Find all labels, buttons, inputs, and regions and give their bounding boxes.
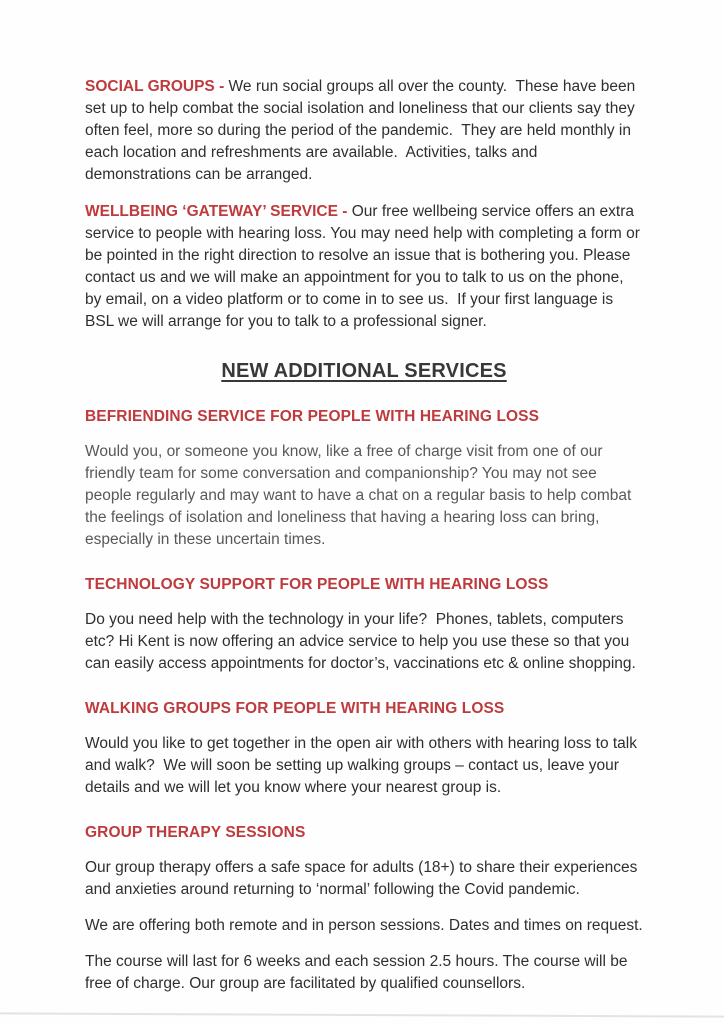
intro-paragraph-wellbeing-gateway	[85, 201, 643, 333]
walking-groups-paragraph: Would you like to get together in the open air with others with hearing loss to talk and walk? We will soon be setting up walking groups – contact us, leave your details and we will let you know where your nearest group is.	[85, 735, 642, 796]
page-title: NEW ADDITIONAL SERVICES	[221, 360, 507, 382]
befriending-service-heading: BEFRIENDING SERVICE FOR PEOPLE WITH HEARING LOSS	[85, 408, 540, 425]
technology-support-paragraph: Do you need help with the technology in your life? Phones, tablets, computers etc? Hi Kent is now offering an advice service to help you use these so that you can easily access appointments for doctor’s, vaccinations etc & online shopping.	[85, 611, 636, 672]
walking-groups-heading: WALKING GROUPS FOR PEOPLE WITH HEARING LOSS	[85, 700, 505, 717]
group-therapy-paragraph-2: We are offering both remote and in person sessions. Dates and times on request.	[85, 917, 643, 934]
document-content	[85, 76, 643, 1009]
section-befriending-service	[85, 407, 643, 551]
wellbeing-gateway-lead: WELLBEING ‘GATEWAY’ SERVICE -	[85, 203, 352, 220]
group-therapy-paragraph-3: The course will last for 6 weeks and each session 2.5 hours. The course will be free of charge. Our group are facilitated by qualified counsellors.	[85, 953, 632, 992]
wellbeing-gateway-body: Our free wellbeing service offers an extra service to people with hearing loss. You may need help with completing a form or be pointed in the right direction to resolve an issue that is bothering you. Please contact us and we will make an appointment for you to talk to us on the phone, by email, on a video platform or to come in to see us. If your first language is BSL we will arrange for you to talk to a professional signer.	[85, 203, 645, 330]
section-walking-groups	[85, 699, 643, 799]
section-group-therapy	[85, 823, 643, 995]
group-therapy-heading: GROUP THERAPY SESSIONS	[85, 824, 306, 841]
befriending-service-paragraph: Would you, or someone you know, like a free of charge visit from one of our friendly team for some conversation and companionship? You may not see people regularly and may want to have a chat on a regular basis to help combat the feelings of isolation and loneliness that having a hearing loss can bring, especially in these uncertain times.	[85, 443, 636, 548]
section-technology-support	[85, 575, 643, 675]
social-groups-lead: SOCIAL GROUPS -	[85, 78, 229, 95]
intro-paragraph-social-groups	[85, 76, 643, 186]
scan-edge-artifact	[0, 1012, 724, 1017]
social-groups-body: We run social groups all over the county. These have been set up to help combat the social isolation and loneliness that our clients say they often feel, more so during the period of the pandemic. They are held monthly in each location and refreshments are available. Activities, talks and demonstrations can be arranged.	[85, 78, 640, 183]
group-therapy-paragraph-1: Our group therapy offers a safe space for adults (18+) to share their experiences and anxieties around returning to ‘normal’ following the Covid pandemic.	[85, 859, 642, 898]
technology-support-heading: TECHNOLOGY SUPPORT FOR PEOPLE WITH HEARING LOSS	[85, 576, 549, 593]
